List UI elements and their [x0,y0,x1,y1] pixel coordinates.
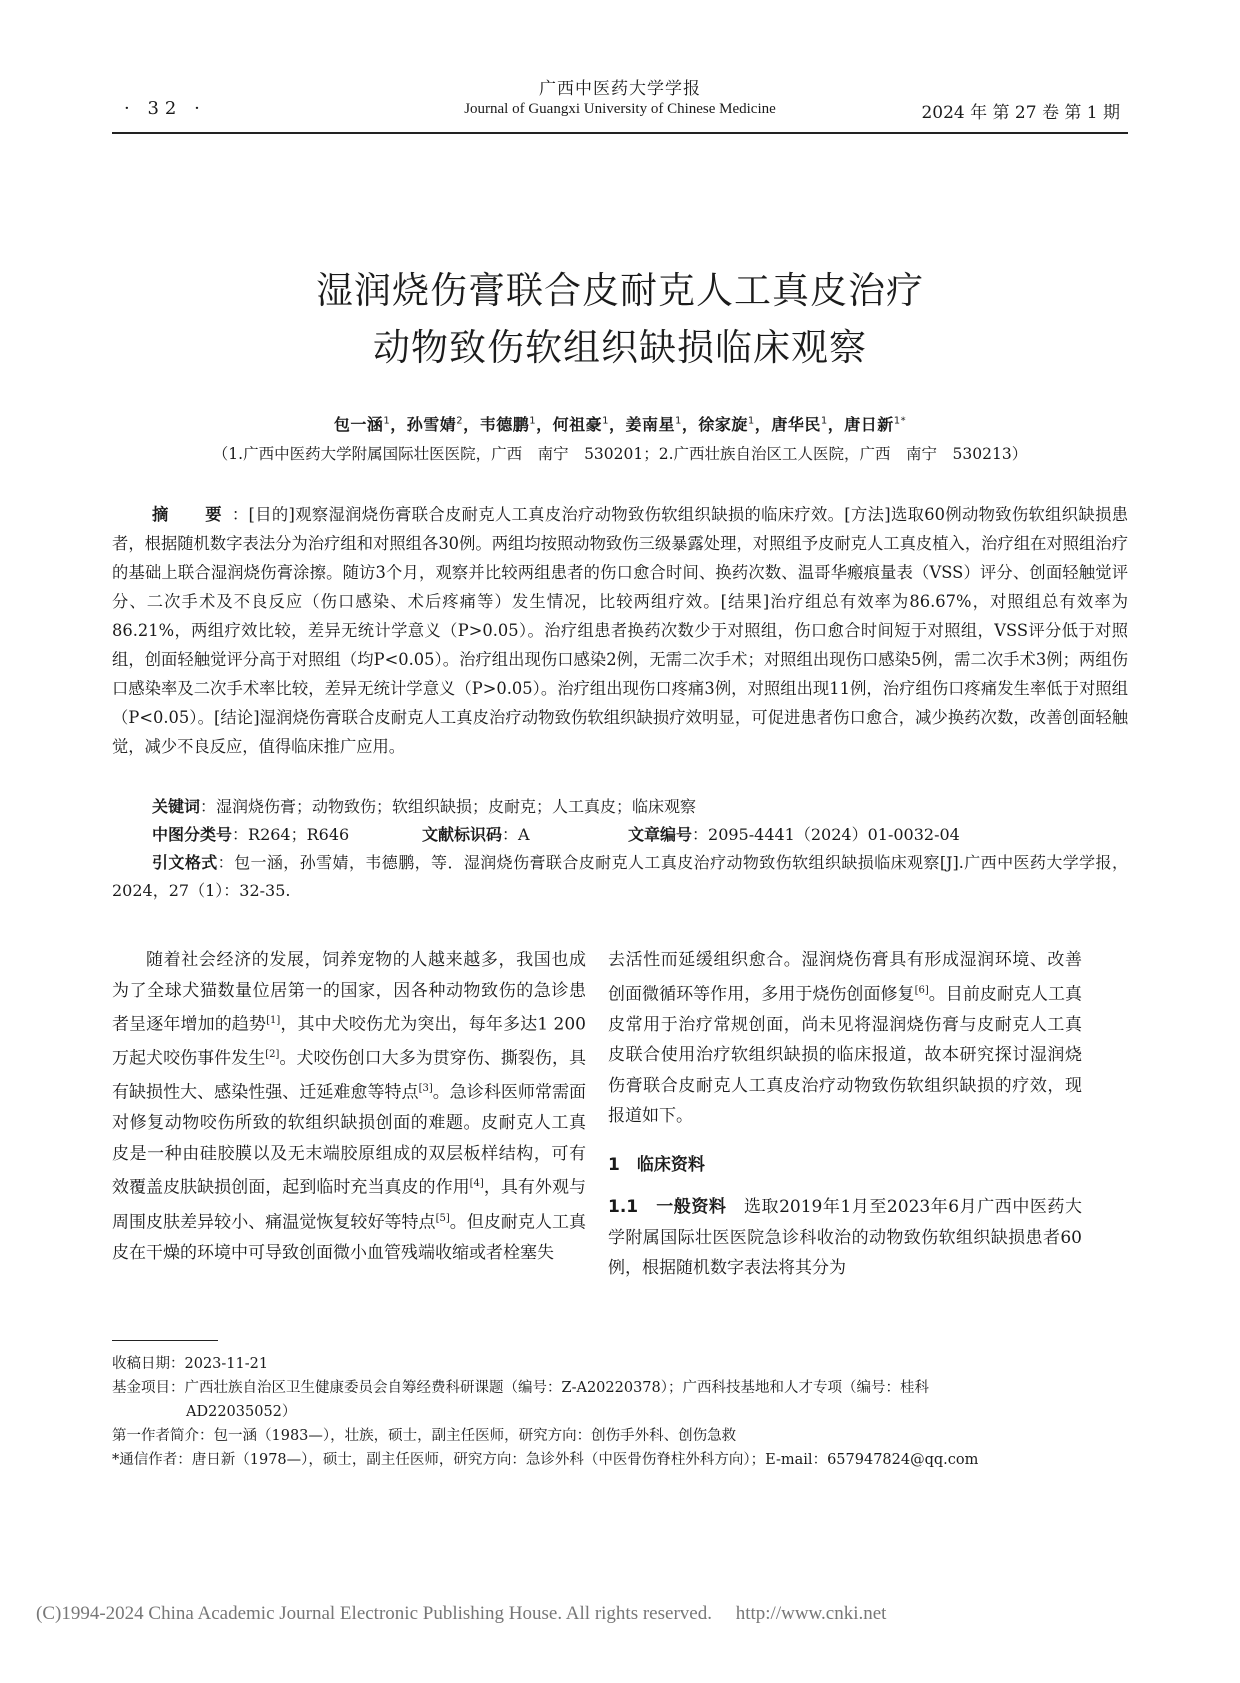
footnote-rule [112,1340,218,1341]
reference-marker[interactable]: [5] [435,1212,450,1224]
clc-number: 中图分类号：R264；R646 [152,825,350,844]
author: 孙雪婧$^2$ [406,415,464,434]
title-line-2: 动物致伤软组织缺损临床观察 [373,326,867,369]
intro-paragraph-continued: 去活性而延缓组织愈合。湿润烧伤膏具有形成湿润环境、改善创面微循环等作用，多用于烧伤创面修复[6]。目前皮耐克人工真皮常用于治疗常规创面，尚未见将湿润烧伤膏与皮耐克人工真皮联合使用治疗软组织缺损的临床报道，故本研究探讨湿润烧伤膏联合皮耐克人工真皮治疗动物致伤软组织缺损的疗效，现报道如下。 [608,950,1083,1127]
citation-label: 引文格式 [152,853,218,872]
citation-format [112,849,1128,905]
section-heading-1: 1 临床资料 [608,1154,705,1175]
subsection-1-1: 1.1 一般资料 选取2019年1月至2023年6月广西中医药大学附属国际壮医医院急诊科收治的动物致伤软组织缺损患者60例，根据随机数字表法将其分为 [608,1197,1082,1279]
journal-name-cn: 广西中医药大学学报 [539,79,701,99]
keywords [152,793,1128,821]
keywords-text: ：湿润烧伤膏；动物致伤；软组织缺损；皮耐克；人工真皮；临床观察 [200,797,697,816]
reference-marker[interactable]: [2] [265,1049,280,1061]
abstract-text: ：[目的]观察湿润烧伤膏联合皮耐克人工真皮治疗动物致伤软组织缺损的临床疗效。[方法]选取60例动物致伤软组织缺损患者，根据随机数字表法分为治疗组和对照组各30例。两组均按照动物致伤三级暴露处理，对照组予皮耐克人工真皮植入，治疗组在对照组治疗的基础上联合湿润烧伤膏涂擦。随访3个月，观察并比较两组患者的伤口愈合时间、换药次数、温哥华瘢痕量表（VSS）评分、创面轻触觉评分、二次手术及不良反应（伤口感染、术后疼痛等）发生情况，比较两组疗效。[结果]治疗组总有效率为86.67%，对照组总有效率为86.21%，两组疗效比较，差异无统计学意义（P>0.05）。治疗组患者换药次数少于对照组，伤口愈合时间短于对照组，VSS评分低于对照组，创面轻触觉评分高于对照组（均P<0.05）。治疗组出现伤口感染2例，无需二次手术；对照组出现伤口感染5例，需二次手术3例；两组伤口感染率及二次手术率比较，差异无统计学意义（P>0.05）。治疗组出现伤口疼痛3例，对照组出现11例，治疗组伤口疼痛发生率低于对照组（P<0.05）。[结论]湿润烧伤膏联合皮耐克人工真皮治疗动物致伤软组织缺损疗效明显，可促进患者伤口愈合，减少换药次数，改善创面轻触觉，减少不良反应，值得临床推广应用。 [112,505,1128,756]
subsection-heading: 1.1 一般资料 [608,1197,727,1218]
journal-name-en: Journal of Guangxi University of Chinese Medicine [464,101,776,117]
citation-text: ：包一涵，孙雪婧，韦德鹏，等．湿润烧伤膏联合皮耐克人工真皮治疗动物致伤软组织缺损临床观察[J].广西中医药大学学报，2024，27（1）：32-35. [112,853,1128,900]
author: 韦德鹏$^1$ [479,415,537,434]
title-line-1: 湿润烧伤膏联合皮耐克人工真皮治疗 [316,269,924,312]
author: 徐家旋$^1$ [698,415,755,434]
document-code: 文献标识码：A [422,825,530,844]
running-header [112,70,1128,134]
footnotes [112,1352,1128,1472]
author: 唐日新$^{1*}$ [844,415,907,434]
body-column-left [112,945,586,1268]
page-number: · 32 · [124,98,206,119]
reference-marker[interactable]: [4] [469,1178,484,1190]
keywords-label: 关键词 [152,797,201,816]
reference-marker[interactable]: [6] [914,984,929,996]
affiliations: （1.广西中医药大学附属国际壮医医院，广西 南宁 530201；2.广西壮族自治区工人医院，广西 南宁 530213） [212,445,1028,463]
intro-paragraph: 随着社会经济的发展，饲养宠物的人越来越多，我国也成为了全球犬猫数量位居第一的国家，因各种动物致伤的急诊患者呈逐年增加的趋势[1]，其中犬咬伤尤为突出，每年多达1 200万起犬咬伤事件发生[2]。犬咬伤创口大多为贯穿伤、撕裂伤，具有缺损性大、感染性强、迁延难愈等特点[3]。急诊科医师常需面对修复动物咬伤所致的软组织缺损创面的难题。皮耐克人工真皮是一种由硅胶膜以及无末端胶原组成的双层板样结构，可有效覆盖皮肤缺损创面，起到临时充当真皮的作用[4]，具有外观与周围皮肤差异较小、痛温觉恢复较好等特点[5]。但皮耐克人工真皮在干燥的环境中可导致创面微小血管残端收缩或者栓塞失 [112,950,587,1263]
issue-info: 2024 年 第 27 卷 第 1 期 [921,103,1120,123]
paper-title [0,262,1240,376]
abstract [112,500,1128,761]
fund-info: 基金项目：广西壮族自治区卫生健康委员会自筹经费科研课题（编号：Z-A20220378）；广西科技基地和人才专项（编号：桂科 [112,1380,929,1396]
received-date: 收稿日期：2023-11-21 [112,1356,269,1372]
body-column-right [608,945,1082,1284]
reference-marker[interactable]: [1] [266,1015,281,1026]
author-list: 包一涵$^1$，孙雪婧$^2$，韦德鹏$^1$，何祖豪$^1$，姜南星$^1$，徐家旋$^1$，唐华民$^1$，唐日新$^{1*}$ [333,415,907,434]
author: 姜南星$^1$ [625,415,682,434]
corresponding-author: *通信作者：唐日新（1978—），硕士，副主任医师，研究方向：急诊外科（中医骨伤脊柱外科方向）；E-mail：657947824@qq.com [112,1452,979,1468]
first-author-bio: 第一作者简介：包一涵（1983—），壮族，硕士，副主任医师，研究方向：创伤手外科、创伤急救 [112,1428,737,1444]
classification-line [152,821,1128,849]
author: 唐华民$^1$ [771,415,828,434]
abstract-label: 摘 要 [152,505,232,524]
copyright-notice: (C)1994-2024 China Academic Journal Electronic Publishing House. All rights reserved. http://www.cnki.net [36,1603,887,1624]
fund-info-continued: AD22035052） [186,1404,297,1420]
author: 包一涵$^1$ [333,415,391,434]
author: 何祖豪$^1$ [552,415,609,434]
article-number: 文章编号：2095-4441（2024）01-0032-04 [628,825,960,844]
reference-marker[interactable]: [3] [418,1083,433,1095]
